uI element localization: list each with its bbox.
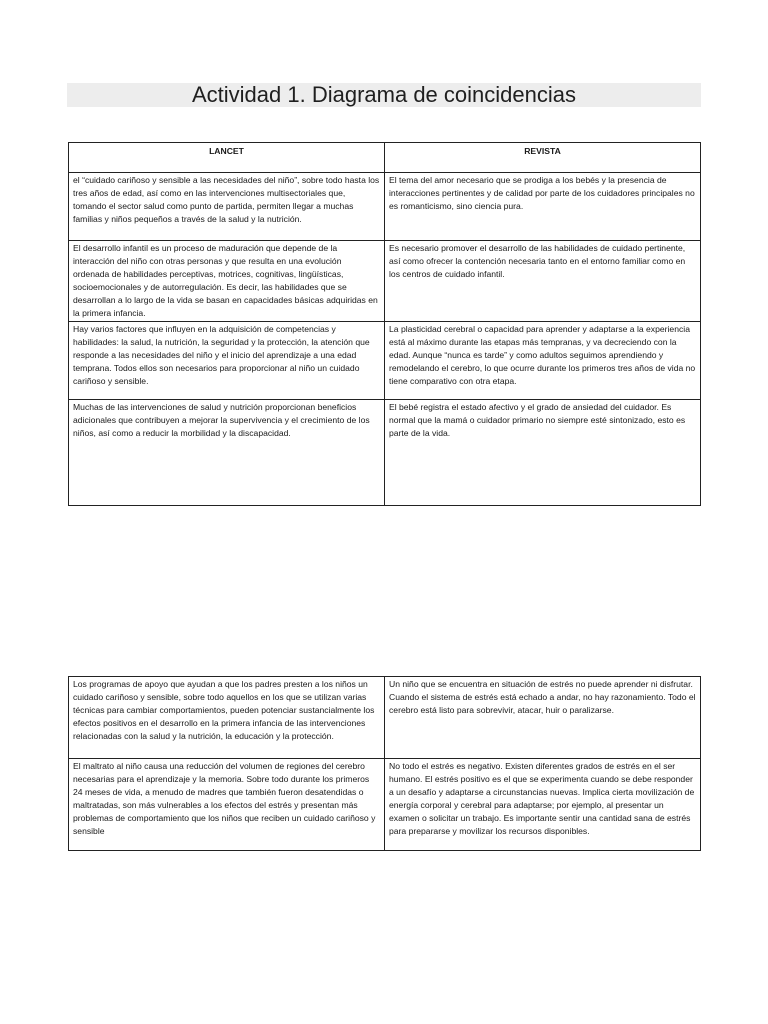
table-row — [69, 399, 701, 505]
comparison-table-page-2 — [68, 676, 701, 851]
page-title: Actividad 1. Diagrama de coincidencias — [192, 82, 576, 107]
comparison-table-page-1 — [68, 142, 701, 506]
table-row — [69, 241, 701, 322]
cell-lancet: Muchas de las intervenciones de salud y nutrición proporcionan beneficios adicionales que contribuyen a mejorar la supervivencia y el crecimiento de los niños, así como a reducir la morbilidad y la discapacidad. — [69, 399, 385, 505]
cell-lancet: El desarrollo infantil es un proceso de maduración que depende de la interacción del niño con otras personas y que resulta en una evolución ordenada de habilidades perceptivas, motrices, cognitivas, lingüísticas, socioemocionales y de autorregulación. Es decir, las habilidades que se desarrollan a lo largo de la vida se basan en capacidades básicas adquiridas en la primera infancia. — [69, 241, 385, 322]
header-lancet: LANCET — [69, 143, 385, 173]
cell-revista: Un niño que se encuentra en situación de estrés no puede aprender ni disfrutar. Cuando el sistema de estrés está echado a andar, no hay razonamiento. Todo el cerebro está listo para sobrevivir, atacar, huir o paralizarse. — [385, 677, 701, 759]
cell-revista: No todo el estrés es negativo. Existen diferentes grados de estrés en el ser humano. El estrés positivo es el que se experimenta cuando se debe responder a un desafío y adaptarse a circunstancias nuevas. Implica cierta movilización de energía corporal y cerebral para adaptarse; por ejemplo, al presentar un examen o solicitar un trabajo. Es importante sentir una cantidad sana de estrés para prepararse y movilizar los recursos disponibles. — [385, 759, 701, 851]
cell-revista: La plasticidad cerebral o capacidad para aprender y adaptarse a la experiencia está al máximo durante las etapas más tempranas, y va decreciendo con la edad. Aunque “nunca es tarde” y como adultos seguimos aprendiendo y remodelando el cerebro, lo que ocurre durante los primeros tres años de vida no tiene comparativo con otra etapa. — [385, 321, 701, 399]
cell-revista: El bebé registra el estado afectivo y el grado de ansiedad del cuidador. Es normal que la mamá o cuidador primario no siempre esté sintonizado, esto es parte de la vida. — [385, 399, 701, 505]
cell-revista: Es necesario promover el desarrollo de las habilidades de cuidado pertinente, así como ofrecer la contención necesaria tanto en el entorno familiar como en los centros de cuidado infantil. — [385, 241, 701, 322]
table-row — [69, 173, 701, 241]
table-header-row — [69, 143, 701, 173]
table-row — [69, 321, 701, 399]
cell-lancet: Los programas de apoyo que ayudan a que los padres presten a los niños un cuidado cariñoso y sensible, sobre todo aquellos en los que se utilizan varias técnicas para cambiar comportamientos, pueden potenciar sustancialmente los efectos positivos en el desarrollo en la primera infancia de las intervenciones relacionadas con la salud y la nutrición, la educación y la protección. — [69, 677, 385, 759]
cell-lancet: Hay varios factores que influyen en la adquisición de competencias y habilidades: la salud, la nutrición, la seguridad y la protección, la atención que responde a las necesidades del niño y el inicio del aprendizaje a una edad temprana. Todos ellos son necesarios para proporcionar al niño un cuidado cariñoso y sensible. — [69, 321, 385, 399]
cell-lancet: El maltrato al niño causa una reducción del volumen de regiones del cerebro necesarias para el aprendizaje y la memoria. Sobre todo durante los primeros 24 meses de vida, a menudo de madres que también fueron desatendidas o maltratadas, son más vulnerables a los efectos del estrés y presentan más problemas de comportamiento que los niños que reciben un cuidado cariñoso y sensible — [69, 759, 385, 851]
header-revista: REVISTA — [385, 143, 701, 173]
cell-lancet: el “cuidado cariñoso y sensible a las necesidades del niño”, sobre todo hasta los tres años de edad, así como en las intervenciones multisectoriales que, tomando el sector salud como punto de partida, permiten llegar a muchas familias y niños pequeños a través de la salud y la nutrición. — [69, 173, 385, 241]
cell-revista: El tema del amor necesario que se prodiga a los bebés y la presencia de interacciones pertinentes y de calidad por parte de los cuidadores principales no es romanticismo, sino ciencia pura. — [385, 173, 701, 241]
table-row — [69, 759, 701, 851]
table-row — [69, 677, 701, 759]
